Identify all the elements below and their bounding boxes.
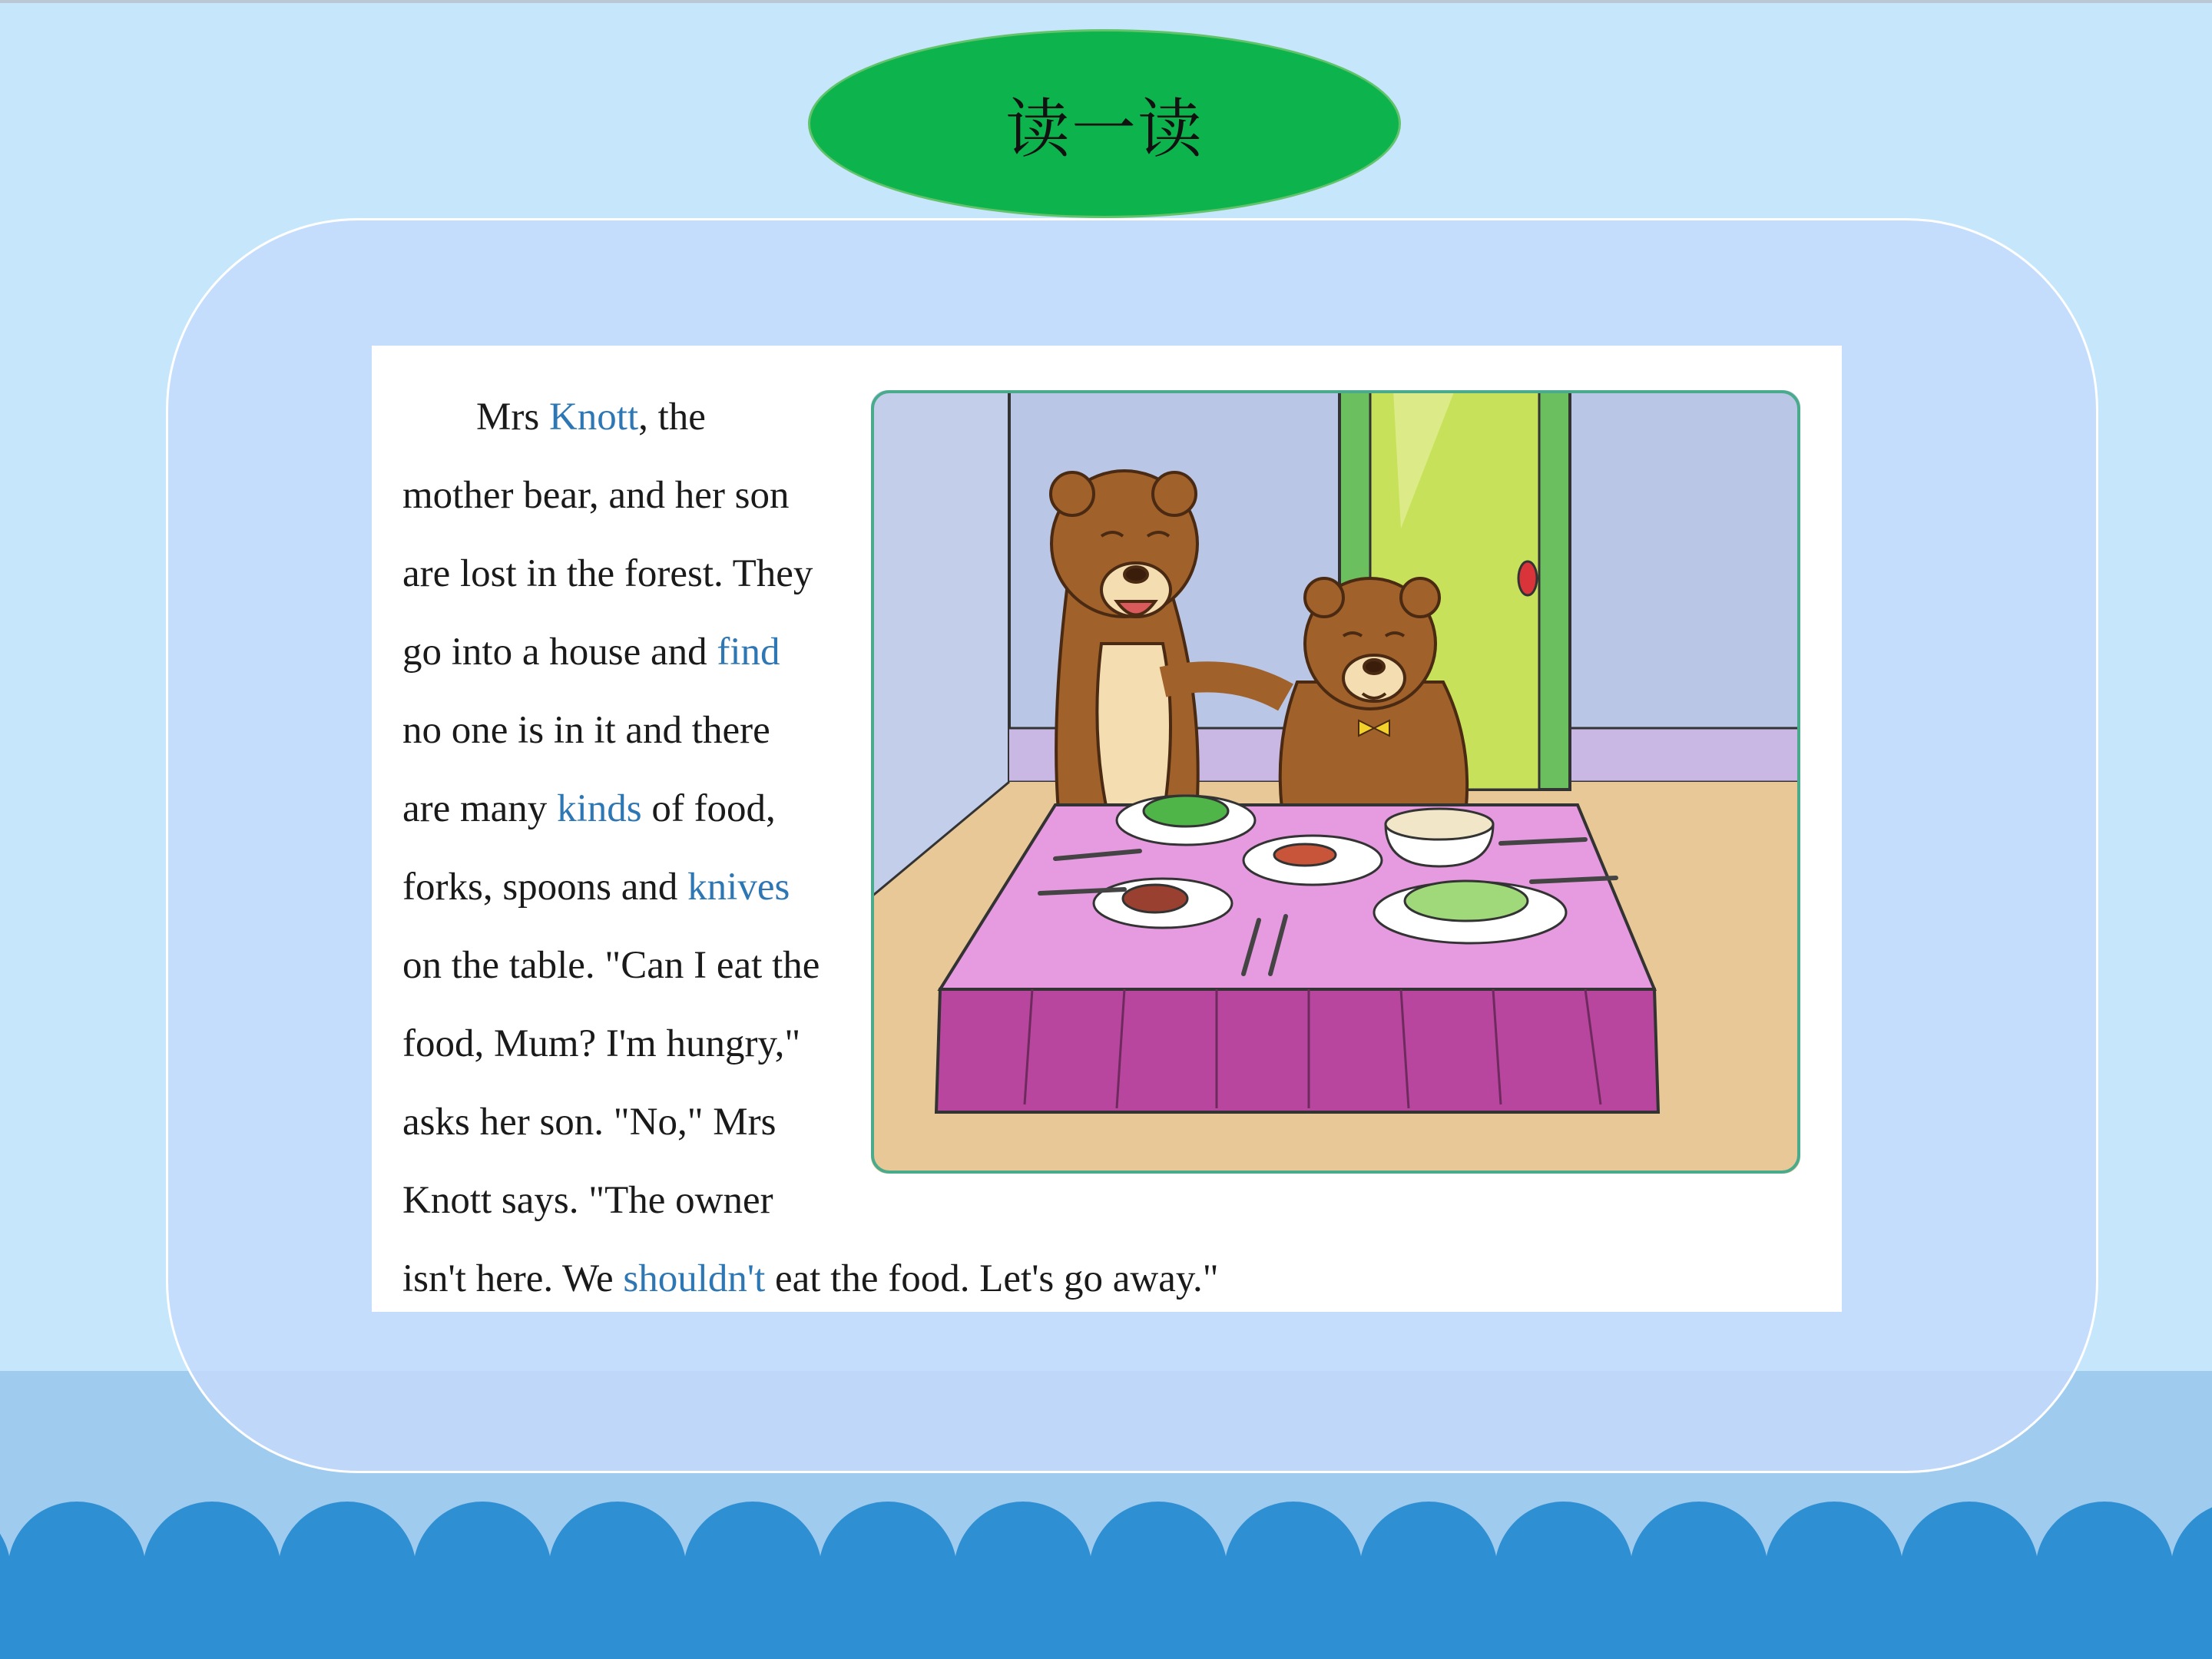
story-text-segment: food, Mum? I'm hungry," [402, 1022, 801, 1065]
two-bears-at-dining-table-illustration [871, 390, 1800, 1174]
story-text-segment: of food, [641, 787, 776, 830]
story-text-segment: mother bear, and her son [402, 474, 790, 517]
story-text-segment: asks her son. "No," Mrs [402, 1101, 777, 1144]
door-handle [1518, 561, 1537, 595]
story-text-segment: Knott says. "The owner [402, 1179, 773, 1222]
table-cloth [936, 989, 1658, 1112]
vocabulary-word: shouldn't [623, 1257, 766, 1300]
story-line [402, 1240, 1708, 1318]
top-border-line [0, 0, 2212, 3]
page-title: 读一读 [1005, 91, 1204, 167]
story-text-segment: on the table. "Can I eat the [402, 944, 820, 987]
story-text-segment: forks, spoons and [402, 866, 688, 909]
vocabulary-word: knives [687, 866, 790, 909]
story-text-segment: , the [638, 396, 706, 439]
vocabulary-word: kinds [557, 787, 642, 830]
vocabulary-word: find [717, 631, 780, 674]
story-text-segment: no one is in it and there [402, 709, 770, 752]
story-text-segment: go into a house and [402, 631, 717, 674]
title-pill [808, 29, 1401, 218]
story-text-segment: are lost in the forest. They [402, 552, 813, 595]
story-text-segment: are many [402, 787, 558, 830]
story-text-segment: Mrs [476, 396, 549, 439]
wave-scallop-decoration [0, 1490, 2212, 1659]
story-text-segment: isn't here. We [402, 1257, 624, 1300]
vocabulary-word: Knott [548, 396, 639, 439]
story-text-segment: eat the food. Let's go away." [765, 1257, 1219, 1300]
